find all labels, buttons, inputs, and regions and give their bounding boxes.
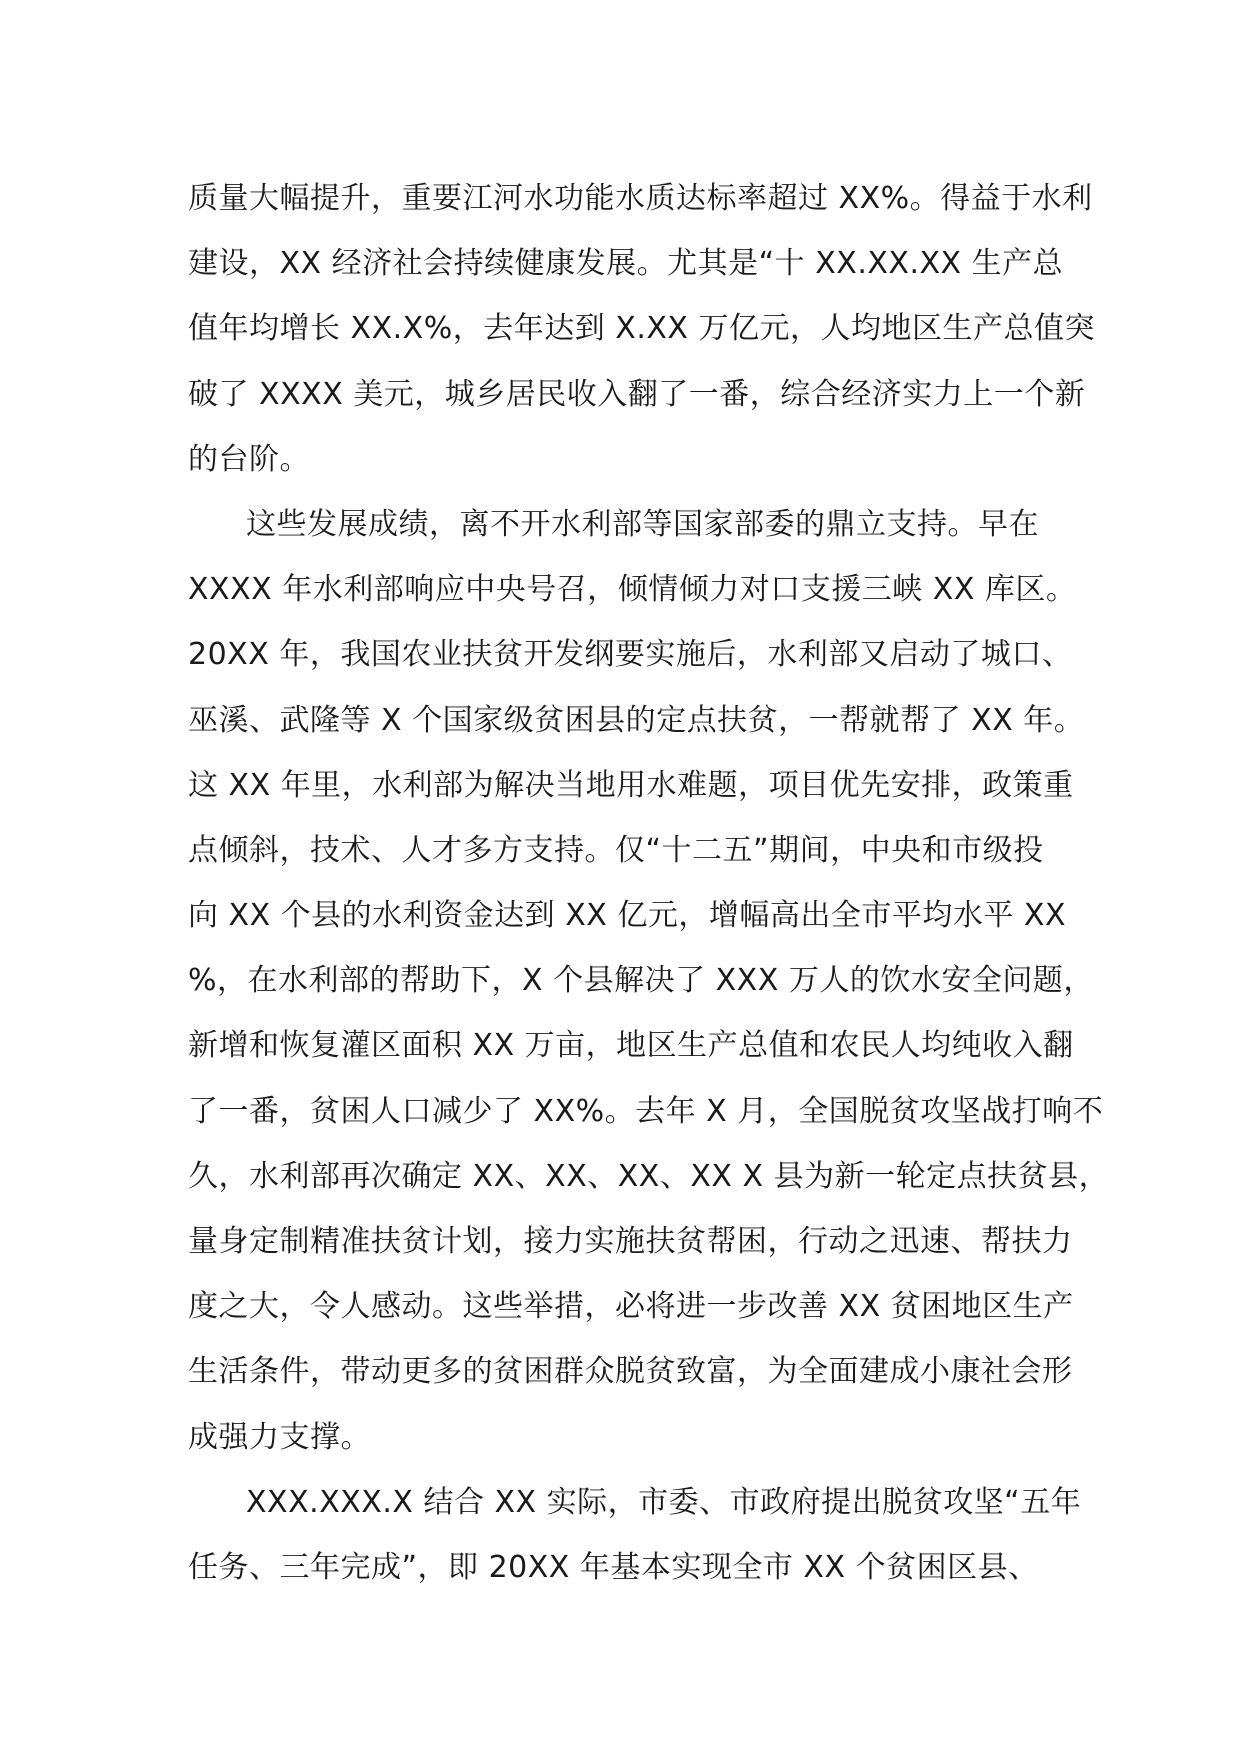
text-line: 这 XX 年里，水利部为解决当地用水难题，项目优先安排，政策重 xyxy=(188,767,1074,803)
text-line: 了一番，贫困人口减少了 XX%。去年 X 月，全国脱贫攻坚战打响不 xyxy=(188,1093,1104,1129)
text-line: 点倾斜，技术、人才多方支持。仅“十二五”期间，中央和市级投 xyxy=(188,832,1044,868)
body-text xyxy=(188,166,1110,1600)
text-line: 质量大幅提升，重要江河水功能水质达标率超过 XX%。得益于水利 xyxy=(188,181,1093,216)
text-line: 量身定制精准扶贫计划，接力实施扶贫帮困，行动之迅速、帮扶力 xyxy=(188,1224,1073,1259)
text-line: 值年均增长 XX.X%，去年达到 X.XX 万亿元，人均地区生产总值突 xyxy=(188,311,1095,347)
text-line: 度之大，令人感动。这些举措，必将进一步改善 XX 贫困地区生产 xyxy=(188,1289,1074,1325)
text-line: 久，水利部再次确定 XX、XX、XX、XX X 县为新一轮定点扶贫县， xyxy=(188,1158,1110,1194)
text-line: 建设，XX 经济社会持续健康发展。尤其是“十 XX.XX.XX 生产总 xyxy=(188,246,1064,282)
text-line: 向 XX 个县的水利资金达到 XX 亿元，增幅高出全市平均水平 XX xyxy=(188,898,1066,934)
text-line: 巫溪、武隆等 X 个国家级贫困县的定点扶贫，一帮就帮了 XX 年。 xyxy=(188,702,1085,738)
text-line: 任务、三年完成”，即 20XX 年基本实现全市 XX 个贫困区县、 xyxy=(188,1549,1039,1585)
text-line: 成强力支撑。 xyxy=(188,1419,371,1455)
text-line: 新增和恢复灌区面积 XX 万亩，地区生产总值和农民人均纯收入翻 xyxy=(188,1028,1074,1064)
text-line: 的台阶。 xyxy=(188,441,310,477)
text-line: 破了 XXXX 美元，城乡居民收入翻了一番，综合经济实力上一个新 xyxy=(188,376,1086,412)
text-line: 生活条件，带动更多的贫困群众脱贫致富，为全面建成小康社会形 xyxy=(188,1354,1073,1390)
text-line: 20XX 年，我国农业扶贫开发纲要实施后，水利部又启动了城口、 xyxy=(188,637,1073,673)
text-line: XXXX 年水利部响应中央号召，倾情倾力对口支援三峡 XX 库区。 xyxy=(188,572,1077,608)
paragraph-first-line: 这些发展成绩，离不开水利部等国家部委的鼎立支持。早在 xyxy=(246,506,1039,542)
text-line: %，在水利部的帮助下，X 个县解决了 XXX 万人的饮水安全问题， xyxy=(188,963,1094,999)
paragraph-first-line: XXX.XXX.X 结合 XX 实际，市委、市政府提出脱贫攻坚“五年 xyxy=(246,1484,1082,1520)
